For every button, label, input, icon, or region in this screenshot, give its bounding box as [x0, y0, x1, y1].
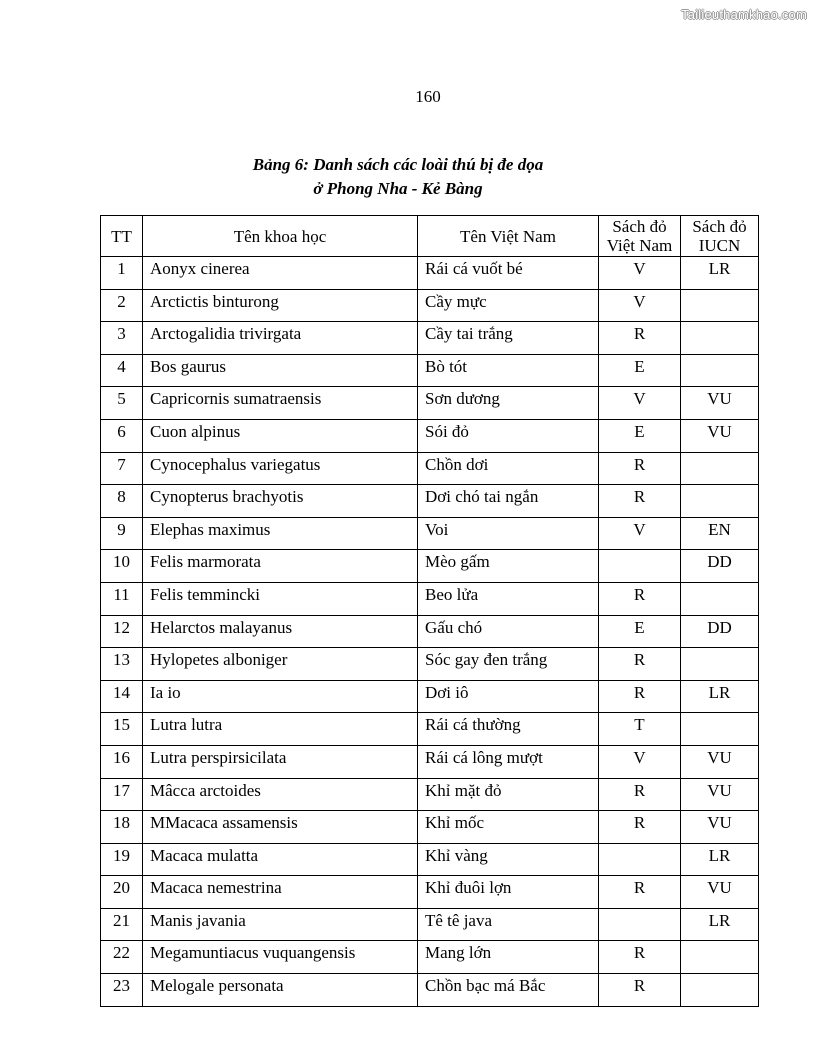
cell-redbook-iucn: [681, 485, 759, 518]
cell-scientific-name: Arctogalidia trivirgata: [143, 322, 418, 355]
table-row: [101, 517, 759, 550]
cell-tt: 16: [101, 745, 143, 778]
cell-scientific-name: Aonyx cinerea: [143, 257, 418, 290]
table-row: [101, 941, 759, 974]
cell-redbook-iucn: EN: [681, 517, 759, 550]
cell-tt: 1: [101, 257, 143, 290]
cell-redbook-iucn: [681, 452, 759, 485]
cell-vietnamese-name: Gấu chó: [418, 615, 599, 648]
cell-vietnamese-name: Sói đỏ: [418, 419, 599, 452]
table-row: [101, 485, 759, 518]
cell-tt: 22: [101, 941, 143, 974]
cell-vietnamese-name: Rái cá lông mượt: [418, 745, 599, 778]
cell-redbook-vietnam: [599, 550, 681, 583]
cell-scientific-name: Megamuntiacus vuquangensis: [143, 941, 418, 974]
cell-tt: 6: [101, 419, 143, 452]
cell-vietnamese-name: Cầy mực: [418, 289, 599, 322]
cell-vietnamese-name: Tê tê java: [418, 908, 599, 941]
cell-scientific-name: Cuon alpinus: [143, 419, 418, 452]
cell-redbook-vietnam: E: [599, 419, 681, 452]
cell-redbook-iucn: VU: [681, 876, 759, 909]
cell-redbook-vietnam: E: [599, 615, 681, 648]
cell-vietnamese-name: Khỉ mặt đỏ: [418, 778, 599, 811]
page-number: 160: [415, 87, 441, 106]
table-row: [101, 419, 759, 452]
cell-tt: 3: [101, 322, 143, 355]
table-row: [101, 615, 759, 648]
cell-vietnamese-name: Mang lớn: [418, 941, 599, 974]
table-row: [101, 582, 759, 615]
table-row: [101, 876, 759, 909]
cell-vietnamese-name: Khỉ mốc: [418, 811, 599, 844]
table-row: [101, 843, 759, 876]
table-row: [101, 745, 759, 778]
cell-tt: 10: [101, 550, 143, 583]
cell-scientific-name: Mâcca arctoides: [143, 778, 418, 811]
cell-redbook-vietnam: R: [599, 485, 681, 518]
cell-redbook-iucn: VU: [681, 811, 759, 844]
cell-redbook-vietnam: [599, 908, 681, 941]
cell-tt: 19: [101, 843, 143, 876]
table-row: [101, 713, 759, 746]
cell-vietnamese-name: Voi: [418, 517, 599, 550]
cell-tt: 17: [101, 778, 143, 811]
cell-redbook-vietnam: R: [599, 876, 681, 909]
cell-tt: 9: [101, 517, 143, 550]
header-redbook-vietnam: [599, 216, 681, 257]
cell-redbook-vietnam: R: [599, 452, 681, 485]
cell-redbook-vietnam: V: [599, 517, 681, 550]
cell-tt: 7: [101, 452, 143, 485]
cell-scientific-name: Hylopetes alboniger: [143, 648, 418, 681]
cell-scientific-name: Felis marmorata: [143, 550, 418, 583]
cell-redbook-iucn: DD: [681, 550, 759, 583]
cell-tt: 12: [101, 615, 143, 648]
cell-redbook-iucn: [681, 941, 759, 974]
cell-tt: 8: [101, 485, 143, 518]
cell-redbook-vietnam: V: [599, 387, 681, 420]
cell-tt: 2: [101, 289, 143, 322]
cell-redbook-iucn: VU: [681, 778, 759, 811]
cell-redbook-vietnam: R: [599, 680, 681, 713]
table-row: [101, 289, 759, 322]
cell-redbook-iucn: [681, 974, 759, 1007]
cell-scientific-name: Lutra perspirsicilata: [143, 745, 418, 778]
cell-redbook-iucn: [681, 713, 759, 746]
cell-tt: 4: [101, 354, 143, 387]
cell-scientific-name: Bos gaurus: [143, 354, 418, 387]
cell-redbook-iucn: [681, 582, 759, 615]
cell-vietnamese-name: Chồn bạc má Bắc: [418, 974, 599, 1007]
cell-redbook-vietnam: R: [599, 582, 681, 615]
cell-redbook-vietnam: R: [599, 811, 681, 844]
table-row: [101, 648, 759, 681]
cell-redbook-vietnam: R: [599, 322, 681, 355]
table-row: [101, 257, 759, 290]
cell-vietnamese-name: Chồn dơi: [418, 452, 599, 485]
cell-redbook-iucn: DD: [681, 615, 759, 648]
cell-redbook-iucn: LR: [681, 257, 759, 290]
cell-tt: 18: [101, 811, 143, 844]
table-row: [101, 680, 759, 713]
table-row: [101, 322, 759, 355]
cell-scientific-name: Capricornis sumatraensis: [143, 387, 418, 420]
cell-vietnamese-name: Cầy tai trắng: [418, 322, 599, 355]
cell-redbook-vietnam: [599, 843, 681, 876]
header-redbook-vietnam-line2: Việt Nam: [606, 236, 673, 255]
cell-redbook-vietnam: R: [599, 778, 681, 811]
cell-redbook-iucn: VU: [681, 387, 759, 420]
table-row: [101, 974, 759, 1007]
cell-scientific-name: Cynocephalus variegatus: [143, 452, 418, 485]
cell-redbook-iucn: [681, 322, 759, 355]
cell-vietnamese-name: Khỉ đuôi lợn: [418, 876, 599, 909]
cell-tt: 13: [101, 648, 143, 681]
cell-redbook-iucn: LR: [681, 908, 759, 941]
cell-vietnamese-name: Rái cá thường: [418, 713, 599, 746]
cell-redbook-vietnam: E: [599, 354, 681, 387]
cell-redbook-vietnam: R: [599, 648, 681, 681]
table-body: [101, 257, 759, 1007]
cell-scientific-name: Ia io: [143, 680, 418, 713]
cell-tt: 21: [101, 908, 143, 941]
cell-vietnamese-name: Rái cá vuốt bé: [418, 257, 599, 290]
table-row: [101, 354, 759, 387]
cell-scientific-name: Melogale personata: [143, 974, 418, 1007]
cell-tt: 11: [101, 582, 143, 615]
cell-scientific-name: MMacaca assamensis: [143, 811, 418, 844]
header-redbook-iucn-line1: Sách đỏ: [692, 217, 747, 236]
header-redbook-iucn: [681, 216, 759, 257]
cell-scientific-name: Lutra lutra: [143, 713, 418, 746]
cell-redbook-vietnam: R: [599, 941, 681, 974]
species-table: [100, 215, 759, 1007]
watermark: Tailieuthamkhao.com: [681, 7, 807, 22]
cell-scientific-name: Elephas maximus: [143, 517, 418, 550]
cell-scientific-name: Felis temmincki: [143, 582, 418, 615]
cell-scientific-name: Macaca nemestrina: [143, 876, 418, 909]
cell-vietnamese-name: Khỉ vàng: [418, 843, 599, 876]
table-row: [101, 811, 759, 844]
cell-tt: 23: [101, 974, 143, 1007]
cell-redbook-iucn: [681, 354, 759, 387]
cell-tt: 20: [101, 876, 143, 909]
table-caption-line2: ở Phong Nha - Kẻ Bàng: [313, 179, 483, 198]
cell-redbook-iucn: LR: [681, 843, 759, 876]
header-scientific-name: Tên khoa học: [143, 216, 418, 257]
cell-redbook-iucn: VU: [681, 745, 759, 778]
header-redbook-vietnam-line1: Sách đỏ: [612, 217, 667, 236]
cell-redbook-vietnam: R: [599, 974, 681, 1007]
table-row: [101, 908, 759, 941]
cell-tt: 5: [101, 387, 143, 420]
cell-redbook-iucn: LR: [681, 680, 759, 713]
cell-vietnamese-name: Mèo gấm: [418, 550, 599, 583]
cell-tt: 15: [101, 713, 143, 746]
header-redbook-iucn-line2: IUCN: [698, 236, 741, 255]
cell-redbook-vietnam: V: [599, 745, 681, 778]
cell-scientific-name: Cynopterus brachyotis: [143, 485, 418, 518]
cell-redbook-vietnam: T: [599, 713, 681, 746]
header-tt: TT: [101, 216, 143, 257]
cell-vietnamese-name: Sóc gay đen trắng: [418, 648, 599, 681]
cell-redbook-iucn: [681, 289, 759, 322]
cell-scientific-name: Arctictis binturong: [143, 289, 418, 322]
cell-scientific-name: Helarctos malayanus: [143, 615, 418, 648]
cell-scientific-name: Macaca mulatta: [143, 843, 418, 876]
cell-redbook-vietnam: V: [599, 289, 681, 322]
header-vietnamese-name: Tên Việt Nam: [418, 216, 599, 257]
cell-tt: 14: [101, 680, 143, 713]
cell-scientific-name: Manis javania: [143, 908, 418, 941]
table-row: [101, 778, 759, 811]
table-row: [101, 452, 759, 485]
cell-redbook-vietnam: V: [599, 257, 681, 290]
cell-vietnamese-name: Dơi chó tai ngắn: [418, 485, 599, 518]
cell-vietnamese-name: Sơn dương: [418, 387, 599, 420]
table-row: [101, 550, 759, 583]
cell-redbook-iucn: [681, 648, 759, 681]
cell-vietnamese-name: Beo lửa: [418, 582, 599, 615]
table-caption-line1: Bảng 6: Danh sách các loài thú bị đe dọa: [252, 155, 544, 174]
table-header-row: [101, 216, 759, 257]
table-row: [101, 387, 759, 420]
cell-vietnamese-name: Bò tót: [418, 354, 599, 387]
cell-vietnamese-name: Dơi iô: [418, 680, 599, 713]
cell-redbook-iucn: VU: [681, 419, 759, 452]
